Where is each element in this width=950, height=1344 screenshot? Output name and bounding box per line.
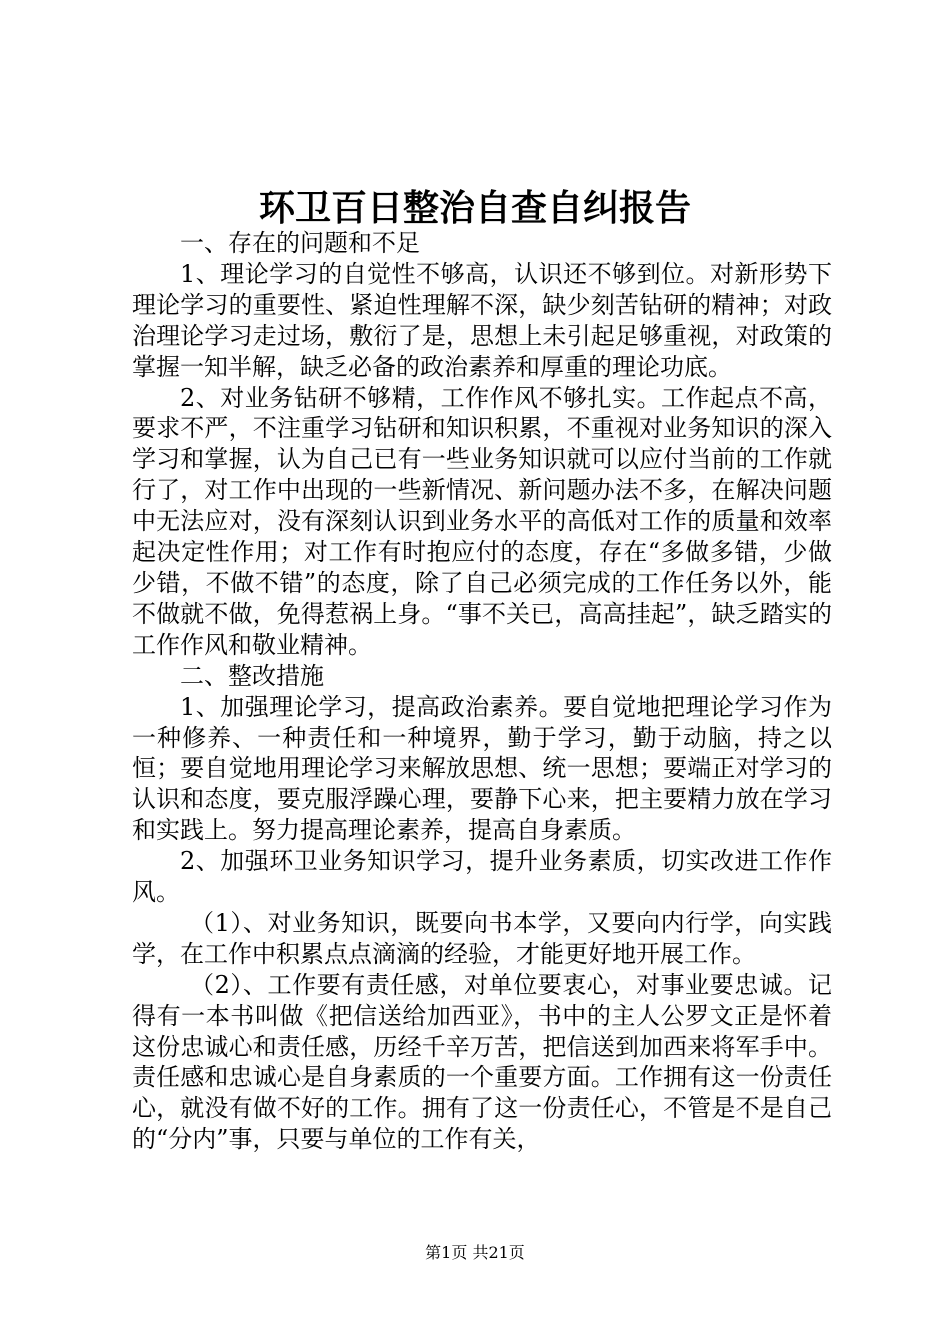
paragraph: 2、加强环卫业务知识学习，提升业务素质，切实改进工作作风。 xyxy=(132,847,832,907)
document-title: 环卫百日整治自查自纠报告 xyxy=(258,187,691,229)
section-heading: 二、整改措施 xyxy=(180,661,324,690)
paragraph: （2）、工作要有责任感，对单位要衷心，对事业要忠诚。记得有一本书叫做《把信送给加西亚》，书中的主人公罗文正是怀着这份忠诚心和责任感，历经千辛万苦，把信送到加西来将军手中。责任感和忠诚心是自身素质的一个重要方面。工作拥有这一份责任心，就没有做不好的工作。拥有了这一份责任心，不管是不是自己的“分内”事，只要与单位的工作有关， xyxy=(132,970,832,1154)
paragraph: 1、理论学习的自觉性不够高，认识还不够到位。对新形势下理论学习的重要性、紧迫性理解不深，缺少刻苦钻研的精神；对政治理论学习走过场，敷衍了是，思想上未引起足够重视，对政策的掌握一知半解，缺乏必备的政治素养和厚重的理论功底。 xyxy=(132,259,832,381)
page-footer: 第1页 共21页 xyxy=(425,1243,525,1262)
section-heading: 一、存在的问题和不足 xyxy=(180,229,420,257)
paragraph: 1、加强理论学习，提高政治素养。要自觉地把理论学习作为一种修养、一种责任和一种境界，勤于学习，勤于动脑，持之以恒；要自觉地用理论学习来解放思想、统一思想；要端正对学习的认识和态度，要克服浮躁心理，要静下心来，把主要精力放在学习和实践上。努力提高理论素养，提高自身素质。 xyxy=(132,692,832,845)
document-body xyxy=(132,228,832,1155)
paragraph: （1）、对业务知识，既要向书本学，又要向内行学，向实践学，在工作中积累点点滴滴的经验，才能更好地开展工作。 xyxy=(132,908,832,968)
paragraph: 2、对业务钻研不够精，工作作风不够扎实。工作起点不高，要求不严，不注重学习钻研和知识积累，不重视对业务知识的深入学习和掌握，认为自己已有一些业务知识就可以应付当前的工作就行了，对工作中出现的一些新情况、新问题办法不多，在解决问题中无法应对，没有深刻认识到业务水平的高低对工作的质量和效率起决定性作用；对工作有时抱应付的态度，存在“多做多错，少做少错，不做不错”的态度，除了自己必须完成的工作任务以外，能不做就不做，免得惹祸上身。“事不关已，高高挂起”，缺乏踏实的工作作风和敬业精神。 xyxy=(132,383,832,659)
